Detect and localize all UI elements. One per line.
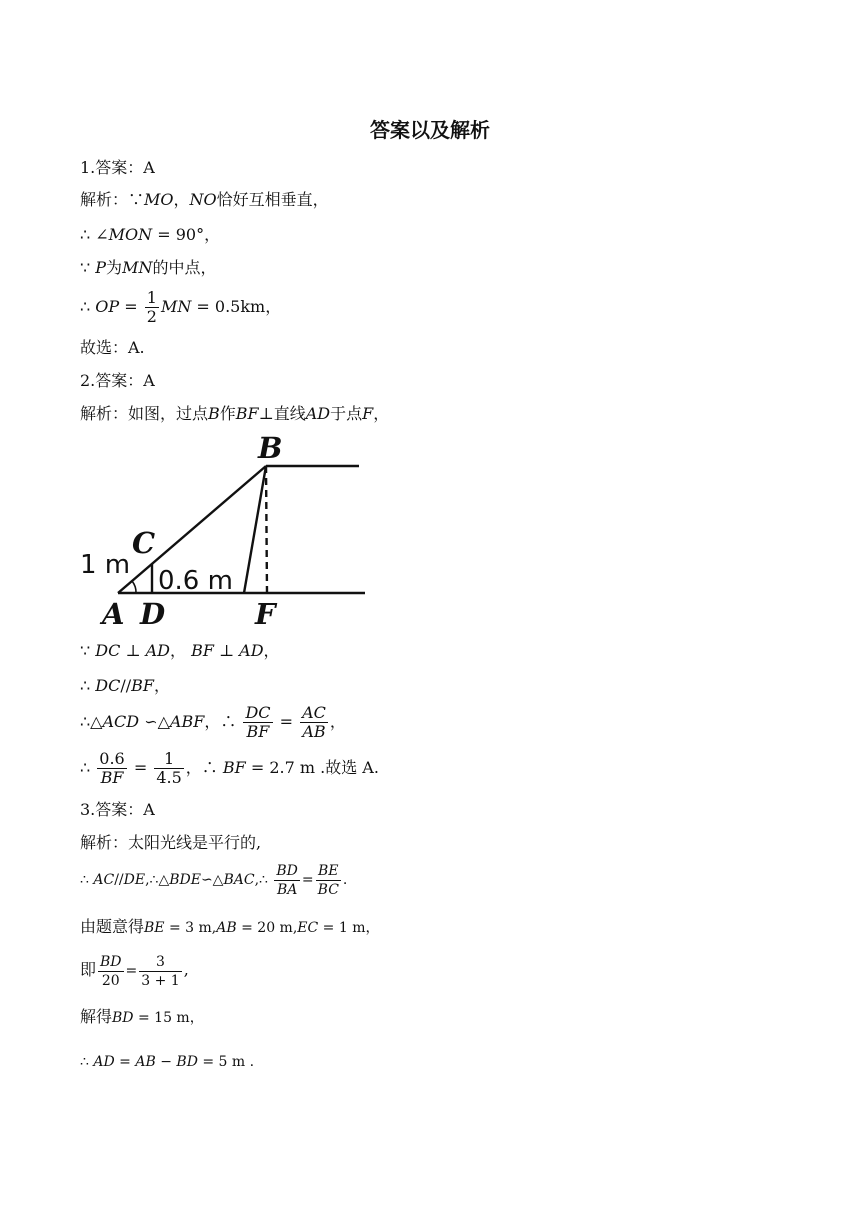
segment-bf-dashed: [266, 466, 267, 593]
label-b: B: [258, 432, 283, 465]
q1-explanation-line-2: ∴ ∠MON = 90°，: [80, 225, 221, 244]
label-a: A: [102, 597, 125, 631]
label-c: C: [132, 526, 156, 560]
q1-answer: 1.答案：A: [80, 158, 155, 177]
q1-explanation-line-1: 解析：∵MO，NO恰好互相垂直，: [80, 190, 329, 209]
fraction-06-bf: $\frac{0.6}{BF}$: [99, 749, 125, 787]
fraction-bd-ba: $\frac{BD}{BA}$: [276, 862, 298, 898]
q3-explanation-line-4: 即 $\frac{BD}{20}$ = $\frac{3}{3 + 1}$ ,: [80, 953, 189, 989]
q3-explanation-line-5: 解得BD = 15 m，: [80, 1007, 204, 1026]
q2-step-2: ∴ DC//BF，: [80, 676, 171, 695]
q2-explanation-intro: 解析：如图，过点B作BF⊥直线AD于点F，: [80, 404, 390, 423]
label-f: F: [255, 597, 276, 631]
q2-step-4: ∴ $\frac{0.6}{BF}$ = $\frac{1}{4.5}$ ，∴ BF = 2.7 m .故选 A.: [80, 749, 379, 787]
q1-explanation-line-4: ∴ OP = $\frac{1}{2}$ MN = 0.5km，: [80, 288, 282, 326]
q2-step-3: ∴△ACD ∽△ABF，∴ $\frac{DC}{BF}$ = $\frac{AC}{AB}$ ，: [80, 703, 346, 741]
q3-explanation-line-1: 解析：太阳光线是平行的,: [80, 833, 262, 852]
label-d: D: [140, 597, 166, 631]
q1-choice: 故选：A.: [80, 338, 145, 357]
fraction-be-bc: $\frac{BE}{BC}$: [317, 862, 339, 898]
fraction-bd-20: $\frac{BD}{20}$: [100, 953, 122, 989]
page-title: 答案以及解析: [370, 118, 490, 142]
q3-answer: 3.答案：A: [80, 800, 155, 819]
q2-step-1: ∵ DC ⊥ AD， BF ⊥ AD，: [80, 641, 280, 660]
q2-answer: 2.答案：A: [80, 371, 155, 390]
fraction-3-4: $\frac{3}{3 + 1}$: [141, 953, 180, 989]
length-dc: 0.6 m: [158, 566, 233, 596]
fraction-one-half: $\frac{1}{2}$: [146, 288, 157, 326]
geometry-figure: [78, 432, 378, 632]
angle-arc: [132, 581, 136, 593]
segment-b-ground: [244, 466, 266, 593]
q3-explanation-line-6: ∴ AD = AB − BD = 5 m .: [80, 1054, 255, 1070]
fraction-ac-ab: $\frac{AC}{AB}$: [302, 703, 326, 741]
q3-explanation-line-3: 由题意得BE = 3 m,AB = 20 m,EC = 1 m，: [80, 917, 380, 936]
fraction-dc-bf: $\frac{DC}{BF}$: [245, 703, 271, 741]
fraction-1-45: $\frac{1}{4.5}$: [156, 749, 182, 787]
length-ac: 1 m: [80, 550, 131, 580]
q1-explanation-line-3: ∵ P为MN的中点，: [80, 258, 217, 277]
q3-explanation-line-2: ∴ AC//DE,∴△BDE∽△BAC,∴ $\frac{BD}{BA}$ = $\frac{BE}{BC}$ .: [80, 862, 348, 898]
